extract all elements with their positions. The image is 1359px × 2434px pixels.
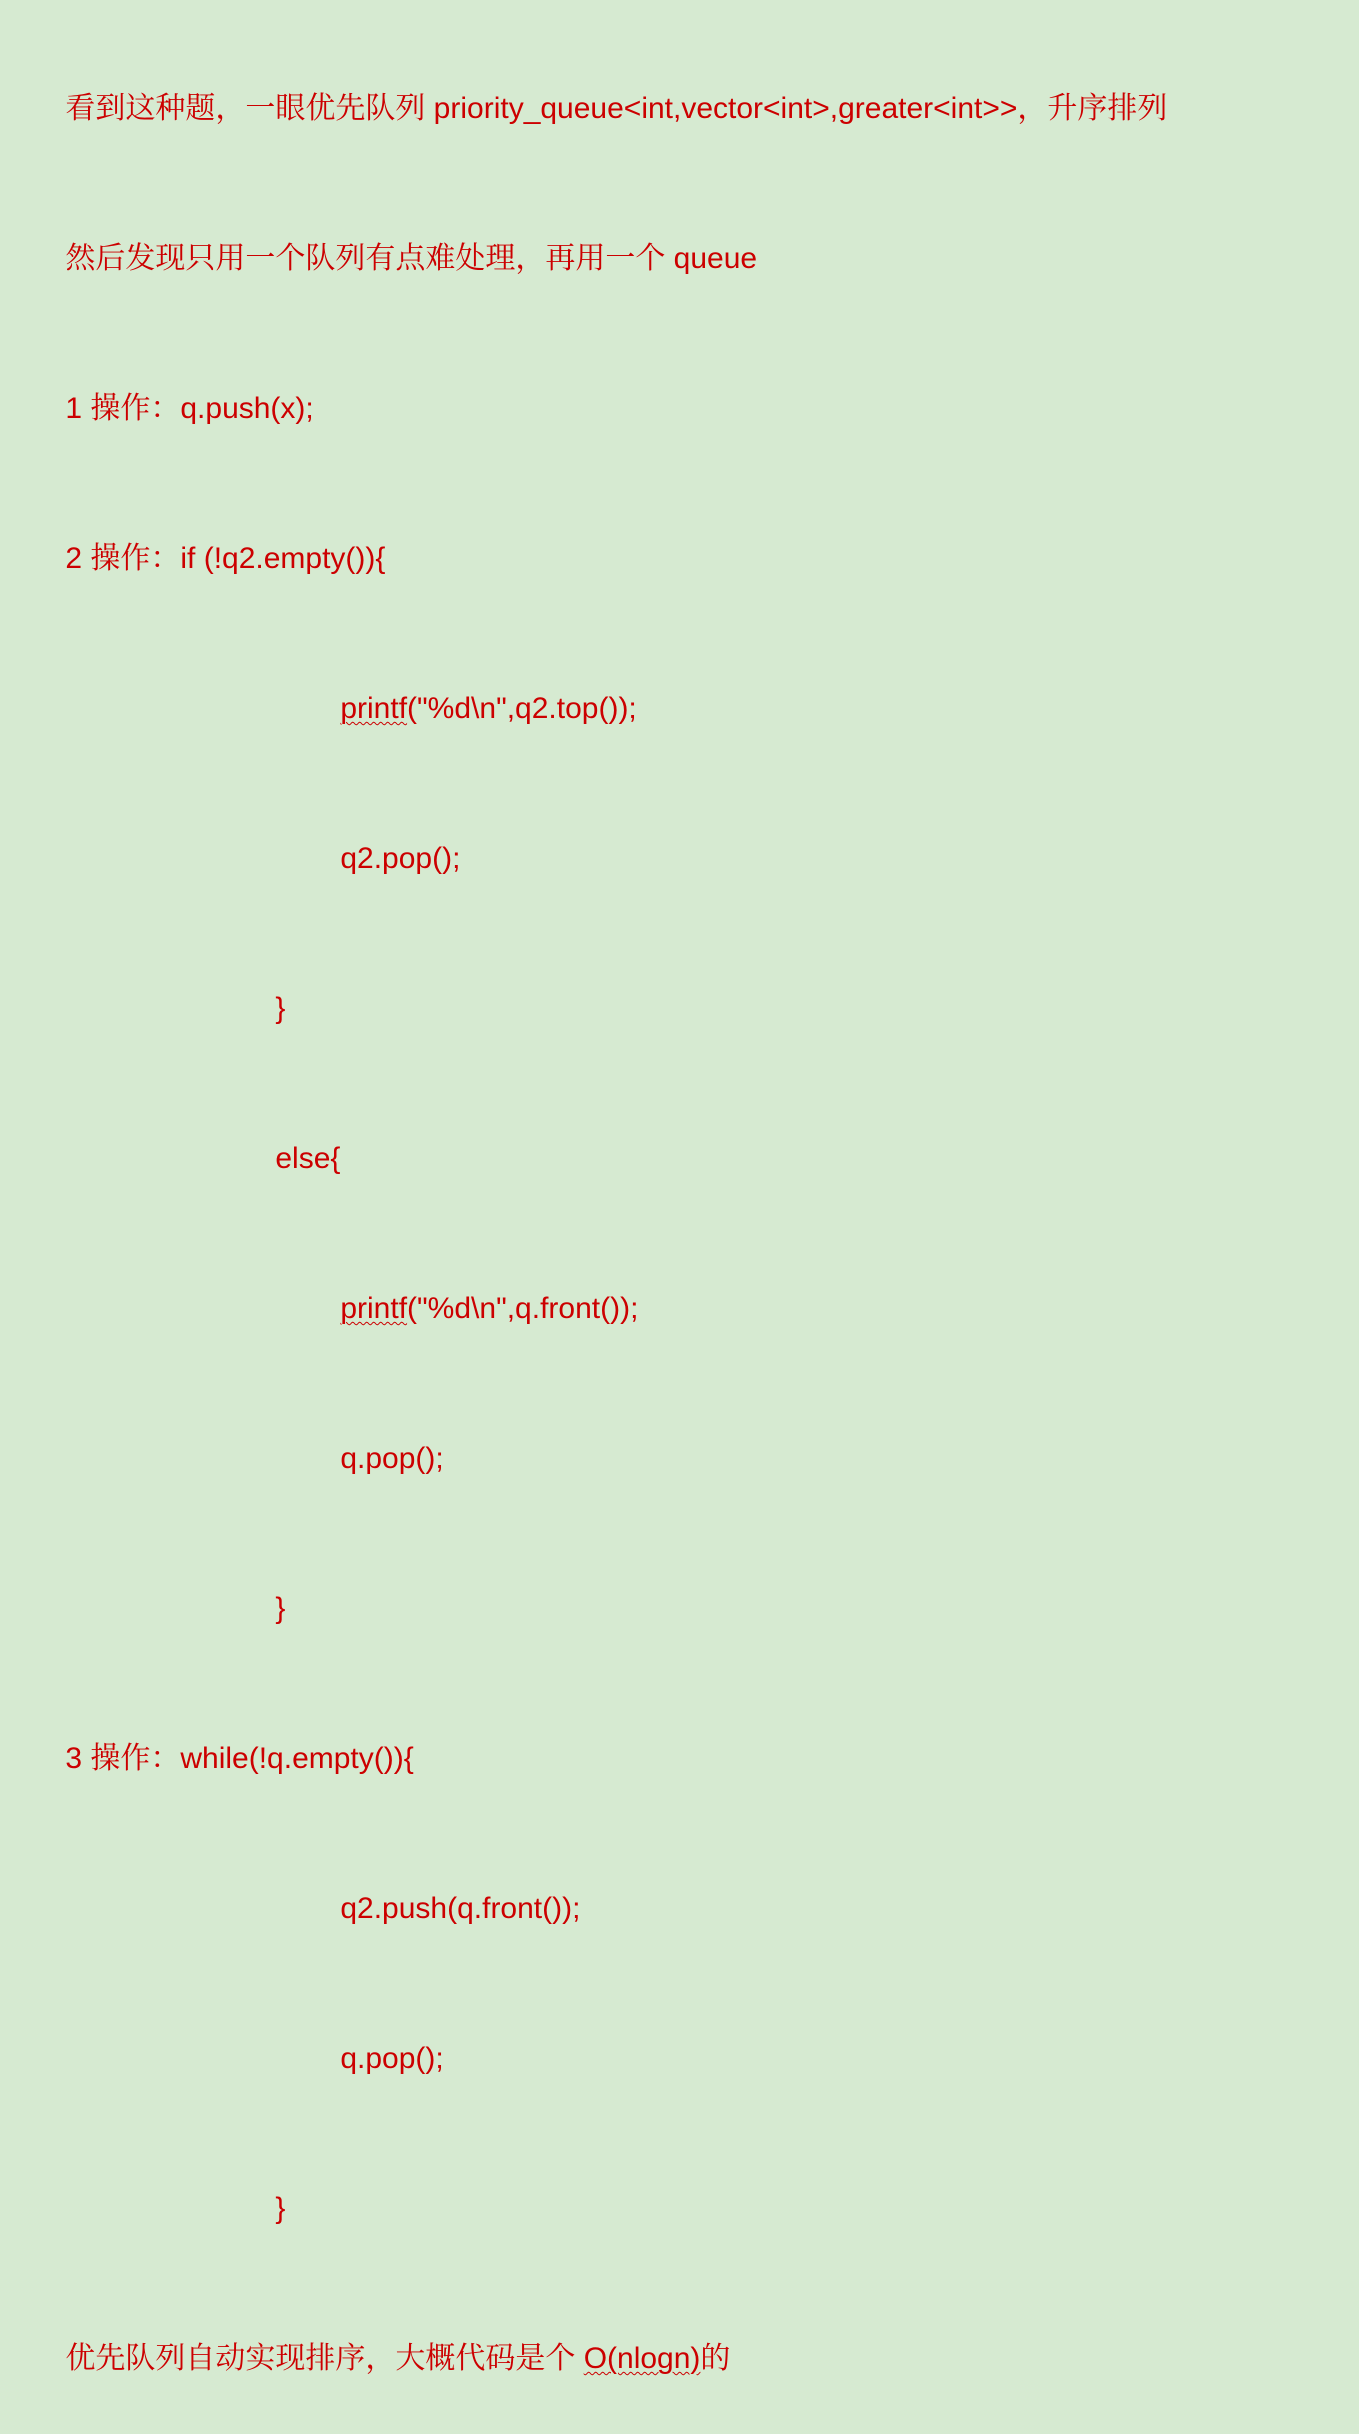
text-line-1 xyxy=(32,34,1359,184)
text-line-8 xyxy=(32,1084,1359,1234)
text-line-10 xyxy=(32,1384,1359,1534)
line-7-text: } xyxy=(275,992,286,1025)
line-11-text: } xyxy=(275,1592,286,1625)
line-9-text: ("%d\n",q.front()); xyxy=(407,1292,639,1325)
line-12-text: 3 操作：while(!q.empty()){ xyxy=(65,1742,414,1775)
line-16-spellcheck-word: O(nlogn) xyxy=(583,2342,701,2375)
text-line-12 xyxy=(32,1684,1359,1834)
text-line-16 xyxy=(32,2284,1359,2434)
line-1-text: 看到这种题，一眼优先队列 priority_queue<int,vector<int>,greater<int>>，升序排列 xyxy=(65,92,1168,125)
line-5-spellcheck-word: printf xyxy=(340,692,408,725)
line-16-text-prefix: 优先队列自动实现排序，大概代码是个 xyxy=(65,2342,584,2375)
text-line-7 xyxy=(32,934,1359,1084)
line-5-text: ("%d\n",q2.top()); xyxy=(407,692,637,725)
text-line-6 xyxy=(32,784,1359,934)
line-2-text: 然后发现只用一个队列有点难处理，再用一个 queue xyxy=(65,242,758,275)
line-13-text: q2.push(q.front()); xyxy=(340,1892,581,1925)
line-6-text: q2.pop(); xyxy=(340,842,461,875)
text-line-9 xyxy=(32,1234,1359,1384)
text-line-2 xyxy=(32,184,1359,334)
line-9-spellcheck-word: printf xyxy=(340,1292,408,1325)
line-10-text: q.pop(); xyxy=(340,1442,444,1475)
line-16-text-suffix: 的 xyxy=(700,2342,731,2375)
line-3-text: 1 操作：q.push(x); xyxy=(65,392,314,425)
line-15-text: } xyxy=(275,2192,286,2225)
line-14-text: q.pop(); xyxy=(340,2042,444,2075)
text-line-15 xyxy=(32,2134,1359,2284)
text-line-3 xyxy=(32,334,1359,484)
text-line-13 xyxy=(32,1834,1359,1984)
text-line-14 xyxy=(32,1984,1359,2134)
text-line-4 xyxy=(32,484,1359,634)
text-line-11 xyxy=(32,1534,1359,1684)
line-8-text: else{ xyxy=(275,1142,341,1175)
text-line-5 xyxy=(32,634,1359,784)
line-4-text: 2 操作：if (!q2.empty()){ xyxy=(65,542,386,575)
